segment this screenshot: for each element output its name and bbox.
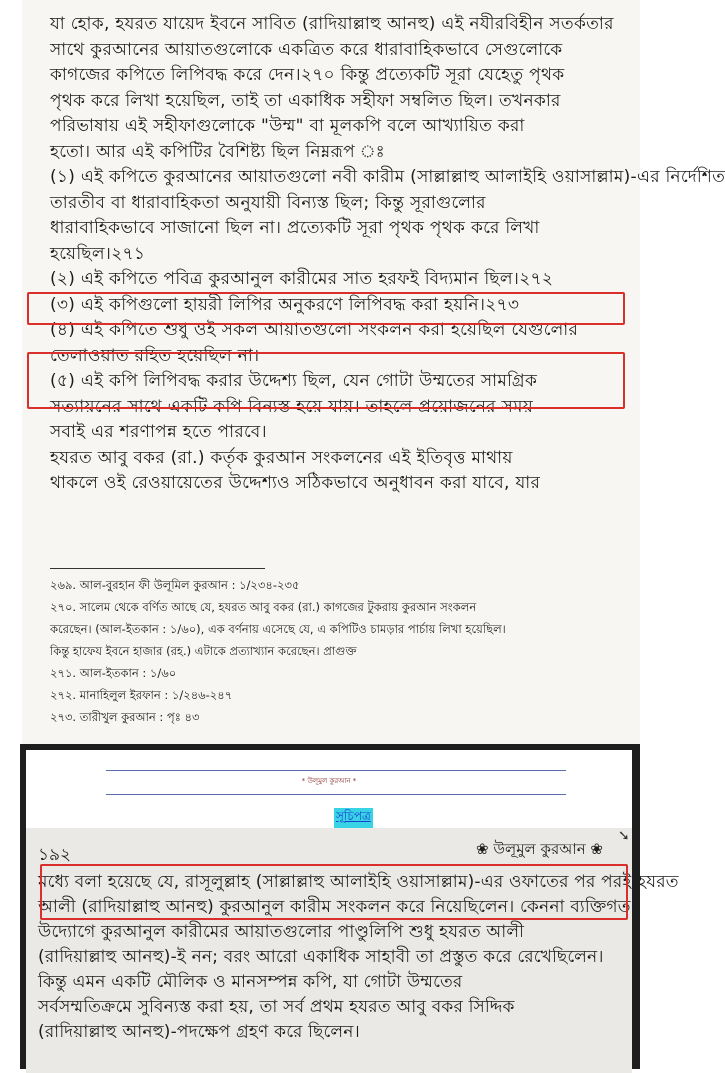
body-line: উদ্যোগে কুরআনুল কারীমের আয়াতগুলোর পাণ্ডুলিপি শুধু হযরত আলী	[38, 922, 525, 942]
body-line: (৩) এই কপিগুলো হায়রী লিপির অনুকরণে লিপিবদ্ধ করা হয়নি।২৭৩	[50, 294, 520, 315]
page-number: ১৯২	[38, 845, 72, 865]
body-line: মধ্যে বলা হয়েছে যে, রাসূলুল্লাহ (সাল্লাল্লাহু আলাইহি ওয়াসাল্লাম)-এর ওফাতের পর পরই হযরত	[38, 872, 679, 892]
footnote: ২৭৩. তারীখুল কুরআন : পৃঃ ৪৩	[50, 710, 200, 724]
body-line: (১) এই কপিতে কুরআনের আয়াতগুলো নবী কারীম (সাল্লাল্লাহু আলাইহি ওয়াসাল্লাম)-এর নির্দেশিত	[50, 167, 725, 187]
body-line: কিন্তু এমন একটি মৌলিক ও মানসম্পন্ন কপি, যা গোটা উম্মতের	[38, 972, 463, 992]
footnote: ২৭০. সালেম থেকে বর্ণিত আছে যে, হযরত আবু বকর (রা.) কাগজের টুকরায় কুরআন সংকলন	[50, 600, 477, 614]
body-line: (৫) এই কপি লিপিবদ্ধ করার উদ্দেশ্য ছিল, যেন গোটা উম্মতের সামগ্রিক	[50, 371, 538, 391]
footnote: ২৭২. মানাহিলুল ইরফান : ১/২৪৬-২৪৭	[50, 688, 233, 702]
body-line: (রাদিয়াল্লাহু আনহু)-পদক্ষেপ গ্রহণ করে ছিলেন।	[38, 1022, 360, 1042]
footnote-divider	[50, 568, 265, 569]
body-line: হতো। আর এই কপিটির বৈশিষ্ট্য ছিল নিম্নরূপ ঃ	[50, 141, 386, 162]
running-head: ❀ উলূমুল কুরআন ❀	[476, 840, 604, 858]
highlight-box	[27, 352, 625, 409]
body-line: আলী (রাদিয়াল্লাহু আনহু) কুরআনুল কারীম সংকলন করে নিয়েছিলেন। কেননা ব্যক্তিগত	[38, 897, 631, 917]
body-line: তেলাওয়াত রহিত হয়েছিল না।	[50, 345, 260, 366]
body-line: পরিভাষায় এই সহীফাগুলোকে "উম্ম" বা মূলকপি বলে আখ্যায়িত করা	[50, 116, 525, 136]
body-line: (২) এই কপিতে পবিত্র কুরআনুল কারীমের সাত হরফই বিদ্যমান ছিল।২৭২	[50, 269, 554, 289]
toc-link[interactable]: সূচিপত্র	[334, 808, 373, 828]
footnote: ২৬৯. আল-বুরহান ফী উলূমিল কুরআন : ১/২৩৪-২৩৫	[50, 578, 300, 592]
header-note: * উলূমুল কুরআন *	[301, 777, 357, 785]
body-line: ধারাবাহিকভাবে সাজানো ছিল না। প্রত্যেকটি সূরা পৃথক পৃথক করে লিখা	[50, 218, 540, 238]
body-line: সর্বসম্মতিক্রমে সুবিন্যস্ত করা হয়, তা সর্ব প্রথম হযরত আবু বকর সিদ্দিক	[38, 997, 515, 1017]
body-line: হযরত আবু বকর (রা.) কর্তৃক কুরআন সংকলনের এই ইতিবৃত্ত মাথায়	[50, 447, 513, 468]
body-line: সবাই এর শরণাপন্ন হতে পারবে।	[50, 422, 267, 442]
body-line: যা হোক, হযরত যায়েদ ইবনে সাবিত (রাদিয়াল্লাহু আনহু) এই নযীরবিহীন সতর্কতার	[50, 14, 614, 34]
body-line: পৃথক করে লিখা হয়েছিল, তাই তা একাধিক সহীফা সম্বলিত ছিল। তখনকার	[50, 90, 561, 111]
header-rule	[106, 794, 566, 795]
body-line: হয়েছিল।২৭১	[50, 243, 146, 264]
body-line: তারতীব বা ধারাবাহিকতা অনুযায়ী বিন্যস্ত ছিল; কিন্তু সূরাগুলোর	[50, 192, 486, 213]
body-line: (৪) এই কপিতে শুধু ওই সকল আয়াতগুলো সংকলন করা হয়েছিল যেগুলোর	[50, 320, 579, 340]
body-line: কাগজের কপিতে লিপিবদ্ধ করে দেন।২৭০ কিন্তু প্রত্যেকটি সূরা যেহেতু পৃথক	[50, 65, 565, 85]
header-rule	[106, 770, 566, 771]
body-line: থাকলে ওই রেওয়ায়েতের উদ্দেশ্যও সঠিকভাবে অনুধাবন করা যাবে, যার	[50, 473, 541, 493]
body-line: (রাদিয়াল্লাহু আনহু)-ই নন; বরং আরো একাধিক সাহাবী তা প্রস্তুত করে রেখেছিলেন।	[38, 947, 604, 967]
footnote: করেছেন। (আল-ইতকান : ১/৬০), এক বর্ণনায় এসেছে যে, এ কপিটিও চামড়ার পার্চায় লিখা হয়েছিল।	[50, 622, 506, 636]
body-text	[50, 12, 725, 497]
arrow-icon: ➘	[618, 828, 630, 844]
highlight-box	[27, 292, 625, 325]
highlight-box	[38, 864, 679, 920]
body-line: সত্যায়নের সাথে একটি কপি বিন্যস্ত হয়ে যায়। তাহলে প্রয়োজনের সময়	[50, 396, 534, 417]
footnote: কিন্তু হাফেয ইবনে হাজার (রহ.) এটাকে প্রত্যাখ্যান করেছেন। প্রাগুক্ত	[50, 644, 357, 658]
footnote: ২৭১. আল-ইতকান : ১/৬০	[50, 666, 177, 680]
body-line: সাথে কুরআনের আয়াতগুলোকে একত্রিত করে ধারাবাহিকভাবে সেগুলোকে	[50, 39, 563, 60]
